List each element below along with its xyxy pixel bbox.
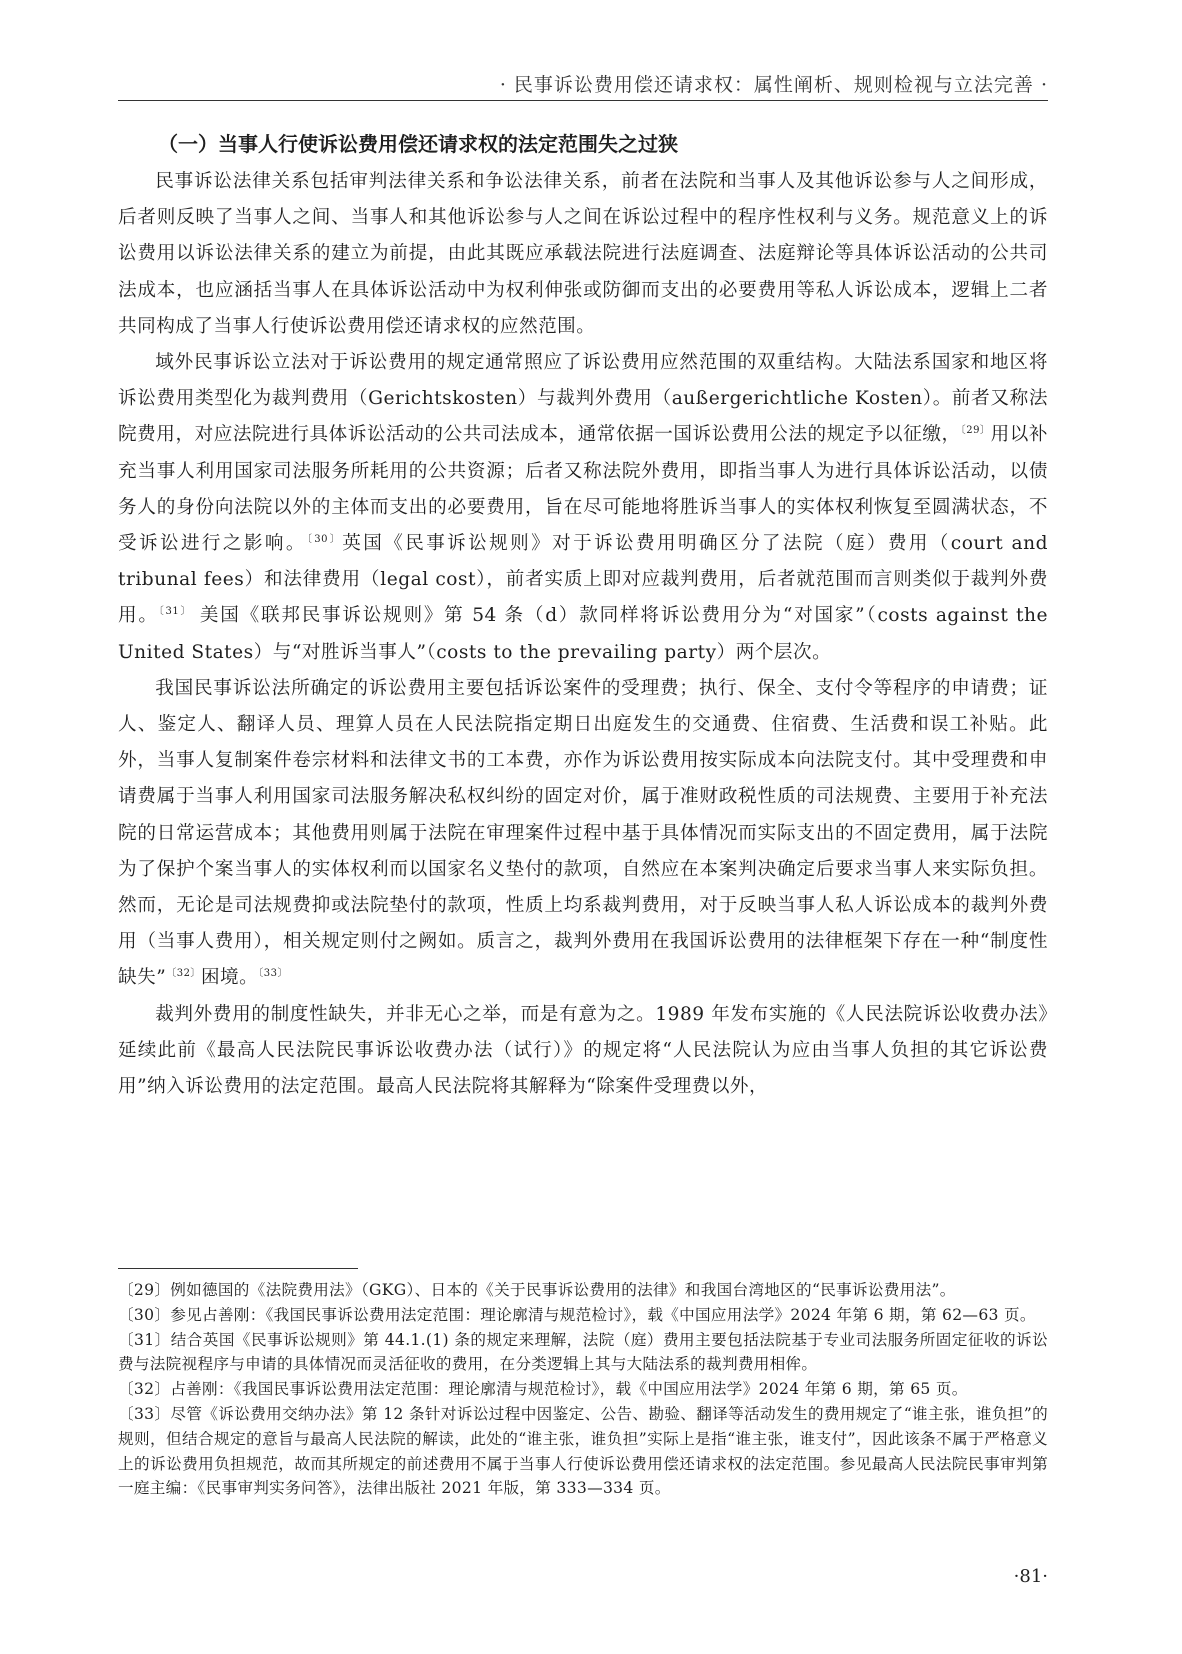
paragraph-4 bbox=[118, 997, 1048, 1106]
paragraph-text: 困境。 bbox=[200, 967, 259, 989]
paragraph-text: 域外民事诉讼立法对于诉讼费用的规定通常照应了诉讼费用应然范围的双重结构。大陆法系国家和地区将诉讼费用类型化为裁判费用（Gerichtskosten）与裁判外费用（außergerichtliche Kosten）。前者又称法院费用，对应法院进行具体诉讼活动的公共司法成本，通常依据一国诉讼费用公法的规定予以征缴， bbox=[118, 352, 1048, 446]
paragraph-3 bbox=[118, 671, 1048, 997]
footnote-33: 〔33〕尽管《诉讼费用交纳办法》第 12 条针对诉讼过程中因鉴定、公告、勘验、翻译等活动发生的费用规定了“谁主张，谁负担”的规则，但结合规定的意旨与最高人民法院的解读，此处的“谁主张，谁负担”实际上是指“谁主张，谁支付”，因此该条不属于严格意义上的诉讼费用负担规范，故而其所规定的前述费用不属于当事人行使诉讼费用偿还请求权的法定范围。参见最高人民法院民事审判第一庭主编：《民事审判实务问答》，法律出版社 2021 年版，第 333—334 页。 bbox=[118, 1404, 1048, 1498]
paragraph-text: 民事诉讼法律关系包括审判法律关系和争讼法律关系，前者在法院和当事人及其他诉讼参与人之间形成，后者则反映了当事人之间、当事人和其他诉讼参与人之间在诉讼过程中的程序性权利与义务。规范意义上的诉讼费用以诉讼法律关系的建立为前提，由此其既应承载法院进行法庭调查、法庭辩论等具体诉讼活动的公共司法成本，也应涵括当事人在具体诉讼活动中为权利伸张或防御而支出的必要费用等私人诉讼成本，逻辑上二者共同构成了当事人行使诉讼费用偿还请求权的应然范围。 bbox=[118, 171, 1048, 337]
paragraph-2 bbox=[118, 345, 1048, 671]
paragraph-text: 美国《联邦民事诉讼规则》第 54 条（d）款同样将诉讼费用分为“对国家”（costs against the United States）与“对胜诉当事人”（costs to the prevailing party）两个层次。 bbox=[118, 605, 1048, 663]
footnote-ref-29[interactable]: 〔29〕 bbox=[960, 425, 991, 437]
footnote-ref-32[interactable]: 〔32〕 bbox=[166, 968, 201, 980]
footnote-29: 〔29〕例如德国的《法院费用法》（GKG）、日本的《关于民事诉讼费用的法律》和我国台湾地区的“民事诉讼费用法”。 bbox=[118, 1281, 956, 1299]
section-heading: （一）当事人行使诉讼费用偿还请求权的法定范围失之过狭 bbox=[158, 132, 678, 156]
paragraph-text: 用以补充当事人利用国家司法服务所耗用的公共资源；后者又称法院外费用，即指当事人为进行具体诉讼活动，以债务人的身份向法院以外的主体而支出的必要费用，旨在尽可能地将胜诉当事人的实体权利恢复至圆满状态，不受诉讼进行之影响。 bbox=[118, 424, 1048, 555]
footnote-32: 〔32〕占善刚：《我国民事诉讼费用法定范围：理论廓清与规范检讨》，载《中国应用法学》2024 年第 6 期，第 65 页。 bbox=[118, 1380, 968, 1399]
footnotes bbox=[118, 1278, 1048, 1501]
footnote-rule bbox=[118, 1268, 358, 1269]
paragraph-text: 我国民事诉讼法所确定的诉讼费用主要包括诉讼案件的受理费；执行、保全、支付令等程序的申请费；证人、鉴定人、翻译人员、理算人员在人民法院指定期日出庭发生的交通费、住宿费、生活费和误工补贴。此外，当事人复制案件卷宗材料和法律文书的工本费，亦作为诉讼费用按实际成本向法院支付。其中受理费和申请费属于当事人利用国家司法服务解决私权纠纷的固定对价，属于准财政税性质的司法规费、主要用于补充法院的日常运营成本；其他费用则属于法院在审理案件过程中基于具体情况而实际支出的不固定费用，属于法院为了保护个案当事人的实体权利而以国家名义垫付的款项，自然应在本案判决确定后要求当事人来实际负担。然而，无论是司法规费抑或法院垫付的款项，性质上均系裁判费用，对于反映当事人私人诉讼成本的裁判外费用（当事人费用），相关规定则付之阙如。质言之，裁判外费用在我国诉讼费用的法律框架下存在一种“制度性缺失” bbox=[118, 677, 1048, 989]
paragraph-1 bbox=[118, 164, 1048, 345]
running-header: · 民事诉讼费用偿还请求权：属性阐析、规则检视与立法完善 · bbox=[499, 74, 1048, 96]
header-rule bbox=[118, 100, 1048, 101]
footnote-ref-31[interactable]: 〔31〕 bbox=[158, 606, 193, 618]
paragraph-text: 英国《民事诉讼规则》对于诉讼费用明确区分了法院（庭）费用（court and tribunal fees）和法律费用（legal cost），前者实质上即对应裁判费用，后者就范围而言则类似于裁判外费用。 bbox=[118, 533, 1048, 627]
paragraph-text: 裁判外费用的制度性缺失，并非无心之举，而是有意为之。1989 年发布实施的《人民法院诉讼收费办法》延续此前《最高人民法院民事诉讼收费办法（试行）》的规定将“人民法院认为应由当事人负担的其它诉讼费用”纳入诉讼费用的法定范围。最高人民法院将其解释为“除案件受理费以外， bbox=[118, 1003, 1048, 1098]
main-text bbox=[118, 128, 1048, 1105]
page-number: ·81· bbox=[1013, 1566, 1048, 1587]
footnote-30: 〔30〕参见占善刚：《我国民事诉讼费用法定范围：理论廓清与规范检讨》，载《中国应用法学》2024 年第 6 期，第 62—63 页。 bbox=[118, 1305, 1036, 1324]
footnote-ref-33[interactable]: 〔33〕 bbox=[258, 968, 288, 980]
footnote-31: 〔31〕结合英国《民事诉讼规则》第 44.1.(1) 条的规定来理解，法院（庭）费用主要包括法院基于专业司法服务所固定征收的诉讼费与法院视程序与申请的具体情况而灵活征收的费用，在分类逻辑上其与大陆法系的裁判费用相侔。 bbox=[118, 1330, 1048, 1374]
footnote-ref-30[interactable]: 〔30〕 bbox=[306, 533, 343, 545]
